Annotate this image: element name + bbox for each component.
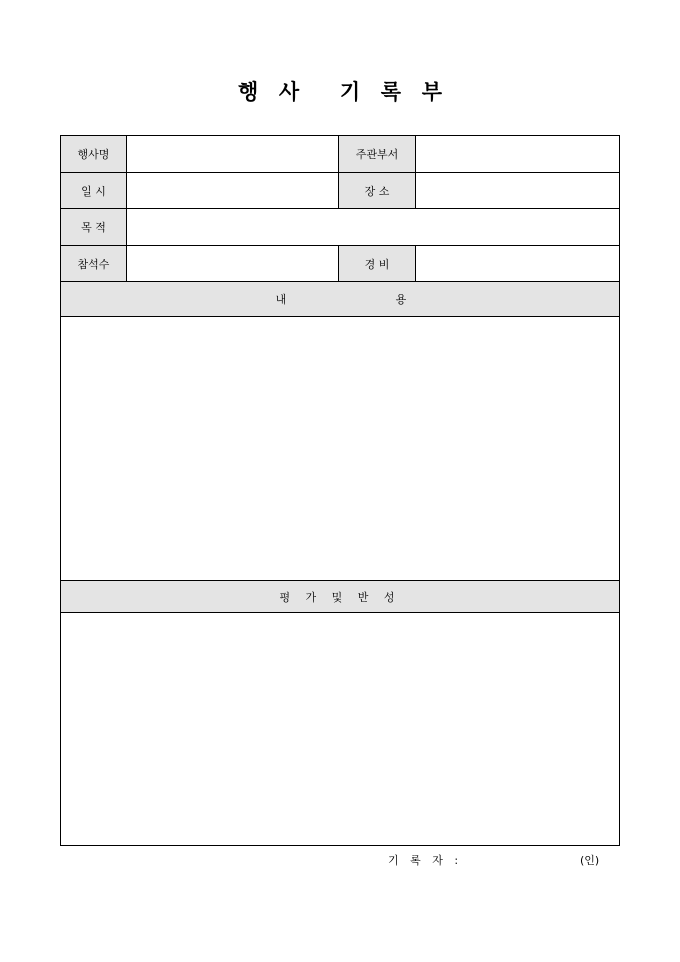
row-event-name (61, 136, 619, 173)
content-header-left: 내 (275, 293, 287, 306)
evaluation-field[interactable] (61, 613, 619, 845)
expense-field[interactable] (415, 246, 619, 281)
title-char: 기 (339, 79, 361, 104)
purpose-label: 목 적 (61, 209, 126, 245)
content-area (61, 317, 619, 581)
place-label: 장 소 (338, 173, 415, 208)
attendees-label: 참석수 (61, 246, 126, 281)
title-char: 록 (380, 79, 402, 104)
title-char: 부 (421, 79, 442, 104)
content-header-right: 용 (395, 293, 407, 306)
row-purpose (61, 209, 619, 246)
evaluation-section-header (61, 581, 619, 613)
attendees-field[interactable] (126, 246, 338, 281)
row-datetime (61, 173, 619, 209)
department-label: 주관부서 (338, 136, 415, 172)
content-section-header (61, 282, 619, 317)
event-record-form (60, 135, 620, 846)
content-field[interactable] (61, 317, 619, 580)
row-attendees (61, 246, 619, 282)
event-name-field[interactable] (126, 136, 338, 172)
datetime-field[interactable] (126, 173, 338, 208)
seal-label: (인) (580, 854, 600, 867)
place-field[interactable] (415, 173, 619, 208)
title-char: 사 (278, 79, 300, 104)
evaluation-header-text: 평 가 및 반 성 (279, 590, 401, 604)
department-field[interactable] (415, 136, 619, 172)
title-char: 행 (238, 79, 259, 104)
content-header-text (61, 282, 619, 316)
recorder-label: 기 록 자 : (388, 854, 463, 867)
event-name-label: 행사명 (61, 136, 126, 172)
evaluation-header-cell (61, 581, 619, 612)
expense-label: 경 비 (338, 246, 415, 281)
purpose-field[interactable] (126, 209, 619, 245)
document-title (0, 78, 680, 106)
datetime-label: 일 시 (61, 173, 126, 208)
form-footer (0, 852, 680, 870)
evaluation-area (61, 613, 619, 845)
